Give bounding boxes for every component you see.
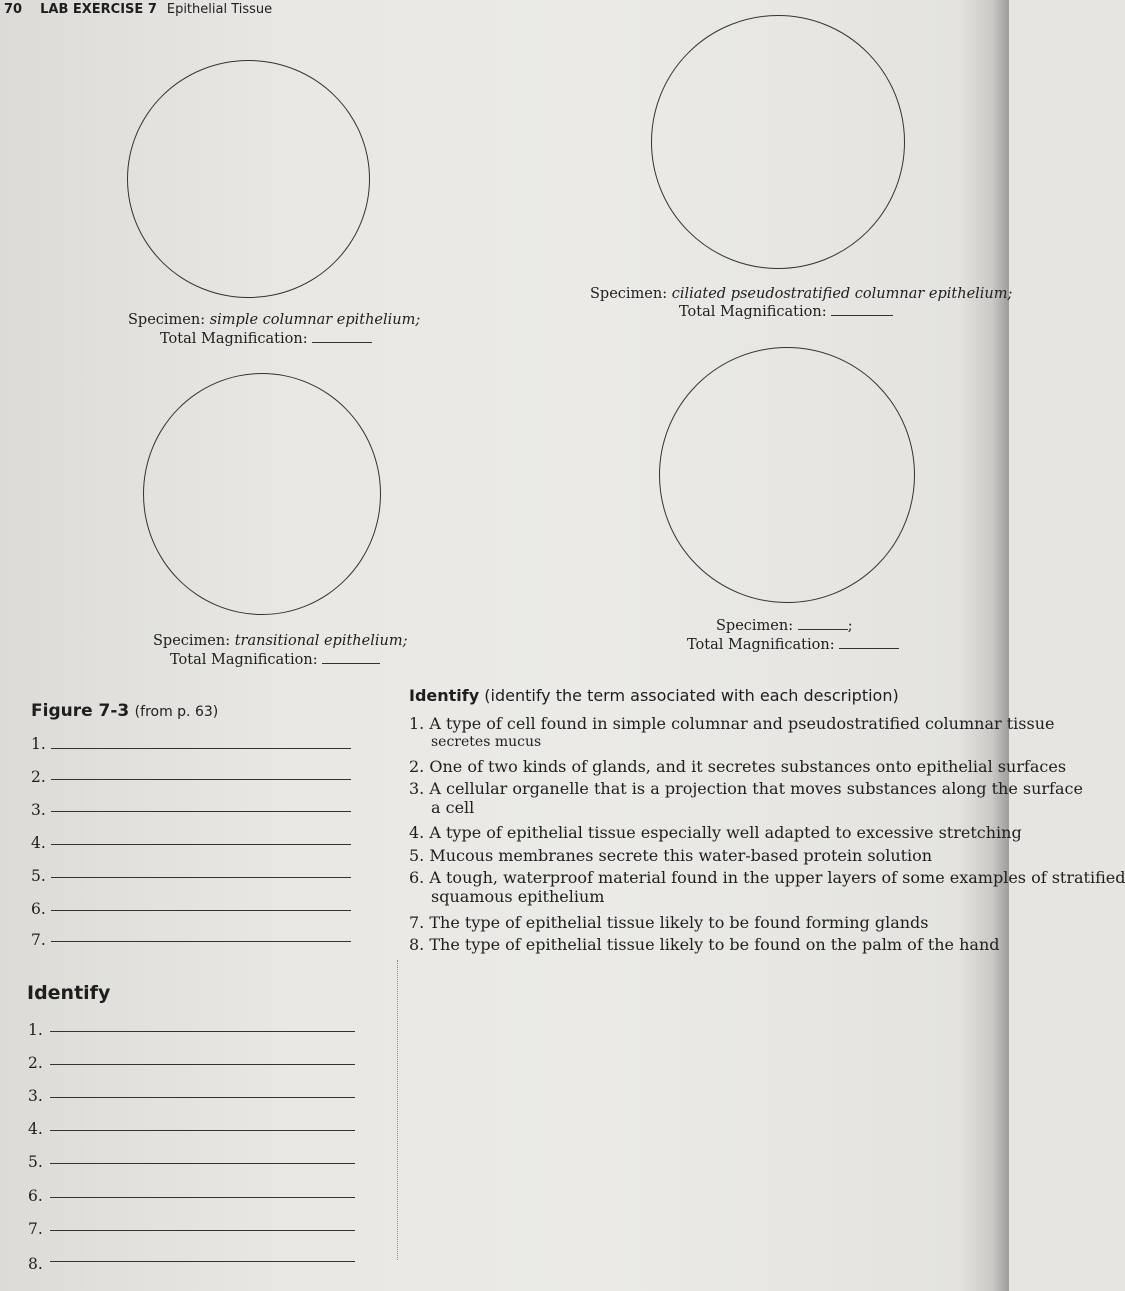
answer-line[interactable] [50, 1130, 355, 1131]
item-number: 4. [409, 823, 425, 842]
description-5 [409, 846, 932, 865]
answer-line[interactable] [51, 910, 351, 911]
description-2 [409, 757, 1066, 776]
magnification-blank[interactable] [322, 651, 380, 664]
specimen-suffix: ; [847, 618, 853, 634]
identify-answers-heading: Identify [27, 982, 111, 1004]
identify-answer-6 [28, 1187, 43, 1205]
description-3 [409, 779, 1083, 817]
identify-answer-2 [28, 1054, 43, 1072]
page-divider [397, 960, 398, 1260]
figure-title [31, 701, 218, 721]
specimen-name: transitional epithelium; [234, 633, 408, 649]
magnification-line-2 [679, 303, 893, 320]
item-number: 6. [409, 868, 425, 887]
figure-answer-3 [31, 801, 46, 819]
identify-answer-7 [28, 1220, 43, 1238]
figure-answer-4 [31, 834, 46, 852]
lab-exercise-label: LAB EXERCISE 7 [40, 2, 157, 17]
answer-line[interactable] [51, 844, 351, 845]
figure-answer-6 [31, 900, 46, 918]
answer-line[interactable] [50, 1163, 355, 1164]
specimen-drawing-circle-2[interactable] [651, 15, 905, 269]
identify-answer-8 [28, 1255, 43, 1273]
answer-line[interactable] [50, 1064, 355, 1065]
description-text: A tough, waterproof material found in the upper layers of some examples of stratified [429, 868, 1125, 887]
item-number: 6. [31, 900, 46, 918]
magnification-blank[interactable] [839, 636, 899, 649]
answer-line[interactable] [51, 941, 351, 942]
description-text: A cellular organelle that is a projection that moves substances along the surface [429, 779, 1083, 798]
description-6 [409, 868, 1125, 906]
specimen-caption-1 [128, 312, 420, 328]
specimen-drawing-circle-1[interactable] [127, 60, 370, 298]
figure-source: (from p. 63) [134, 704, 219, 720]
specimen-caption-4 [716, 617, 853, 634]
item-number: 1. [409, 714, 425, 733]
item-number: 1. [28, 1021, 43, 1039]
identify-instruction: (identify the term associated with each description) [484, 686, 899, 705]
identify-answer-3 [28, 1087, 43, 1105]
item-number: 8. [28, 1255, 43, 1273]
item-number: 7. [31, 931, 46, 949]
answer-line[interactable] [51, 748, 351, 749]
description-1 [409, 714, 1054, 752]
page-header [4, 2, 272, 17]
specimen-name: simple columnar epithelium; [209, 312, 421, 328]
description-continuation: secretes mucus [431, 734, 542, 750]
answer-line[interactable] [51, 811, 351, 812]
specimen-drawing-circle-4[interactable] [659, 347, 915, 603]
answer-line[interactable] [50, 1097, 355, 1098]
item-number: 3. [28, 1087, 43, 1105]
item-number: 5. [28, 1153, 43, 1171]
item-number: 2. [28, 1054, 43, 1072]
specimen-caption-3 [153, 633, 407, 649]
identify-answer-5 [28, 1153, 43, 1171]
answer-line[interactable] [50, 1230, 355, 1231]
description-continuation: squamous epithelium [431, 887, 605, 906]
answer-line[interactable] [50, 1261, 355, 1262]
answer-line[interactable] [51, 877, 351, 878]
identify-answer-4 [28, 1120, 43, 1138]
item-number: 3. [409, 779, 425, 798]
answer-line[interactable] [50, 1197, 355, 1198]
description-text: A type of cell found in simple columnar and pseudostratified columnar tissue [429, 714, 1055, 733]
magnification-line-1 [160, 330, 372, 347]
item-number: 1. [31, 735, 46, 753]
description-4 [409, 823, 1022, 842]
item-number: 7. [409, 913, 425, 932]
specimen-prefix: Specimen: [590, 286, 668, 302]
description-text: A type of epithelial tissue especially well adapted to excessive stretching [429, 823, 1022, 842]
item-number: 6. [28, 1187, 43, 1205]
figure-answer-7 [31, 931, 46, 949]
magnification-blank[interactable] [831, 303, 893, 316]
item-number: 2. [409, 757, 425, 776]
magnification-line-3 [170, 651, 380, 668]
answer-line[interactable] [51, 779, 351, 780]
item-number: 5. [409, 846, 425, 865]
magnification-label: Total Magnification: [687, 637, 835, 653]
item-number: 3. [31, 801, 46, 819]
item-number: 4. [31, 834, 46, 852]
specimen-prefix: Specimen: [153, 633, 231, 649]
specimen-caption-2 [590, 286, 1012, 302]
page-fold-shadow [990, 0, 1009, 1291]
description-text: The type of epithelial tissue likely to be found forming glands [429, 913, 929, 932]
specimen-blank[interactable] [798, 617, 848, 630]
specimen-drawing-circle-3[interactable] [143, 373, 381, 615]
item-number: 4. [28, 1120, 43, 1138]
specimen-prefix: Specimen: [128, 312, 206, 328]
magnification-label: Total Magnification: [170, 652, 318, 668]
page-number: 70 [4, 2, 23, 17]
specimen-prefix: Specimen: [716, 618, 794, 634]
identify-answer-1 [28, 1021, 43, 1039]
item-number: 7. [28, 1220, 43, 1238]
figure-label: Figure 7-3 [31, 701, 130, 721]
description-text: One of two kinds of glands, and it secretes substances onto epithelial surfaces [429, 757, 1067, 776]
figure-answer-1 [31, 735, 46, 753]
description-8 [409, 935, 1000, 954]
answer-line[interactable] [50, 1031, 355, 1032]
page-title: Epithelial Tissue [166, 2, 273, 17]
specimen-name: ciliated pseudostratified columnar epithelium; [671, 286, 1013, 302]
magnification-label: Total Magnification: [679, 304, 827, 320]
magnification-label: Total Magnification: [160, 331, 308, 347]
identify-heading [409, 686, 899, 705]
item-number: 8. [409, 935, 425, 954]
identify-title: Identify [409, 686, 480, 705]
magnification-blank[interactable] [312, 330, 372, 343]
magnification-line-4 [687, 636, 899, 653]
description-text: Mucous membranes secrete this water-based protein solution [429, 846, 933, 865]
description-7 [409, 913, 929, 932]
description-continuation: a cell [431, 798, 475, 817]
figure-answer-2 [31, 768, 46, 786]
item-number: 5. [31, 867, 46, 885]
description-text: The type of epithelial tissue likely to be found on the palm of the hand [429, 935, 1000, 954]
figure-answer-5 [31, 867, 46, 885]
item-number: 2. [31, 768, 46, 786]
